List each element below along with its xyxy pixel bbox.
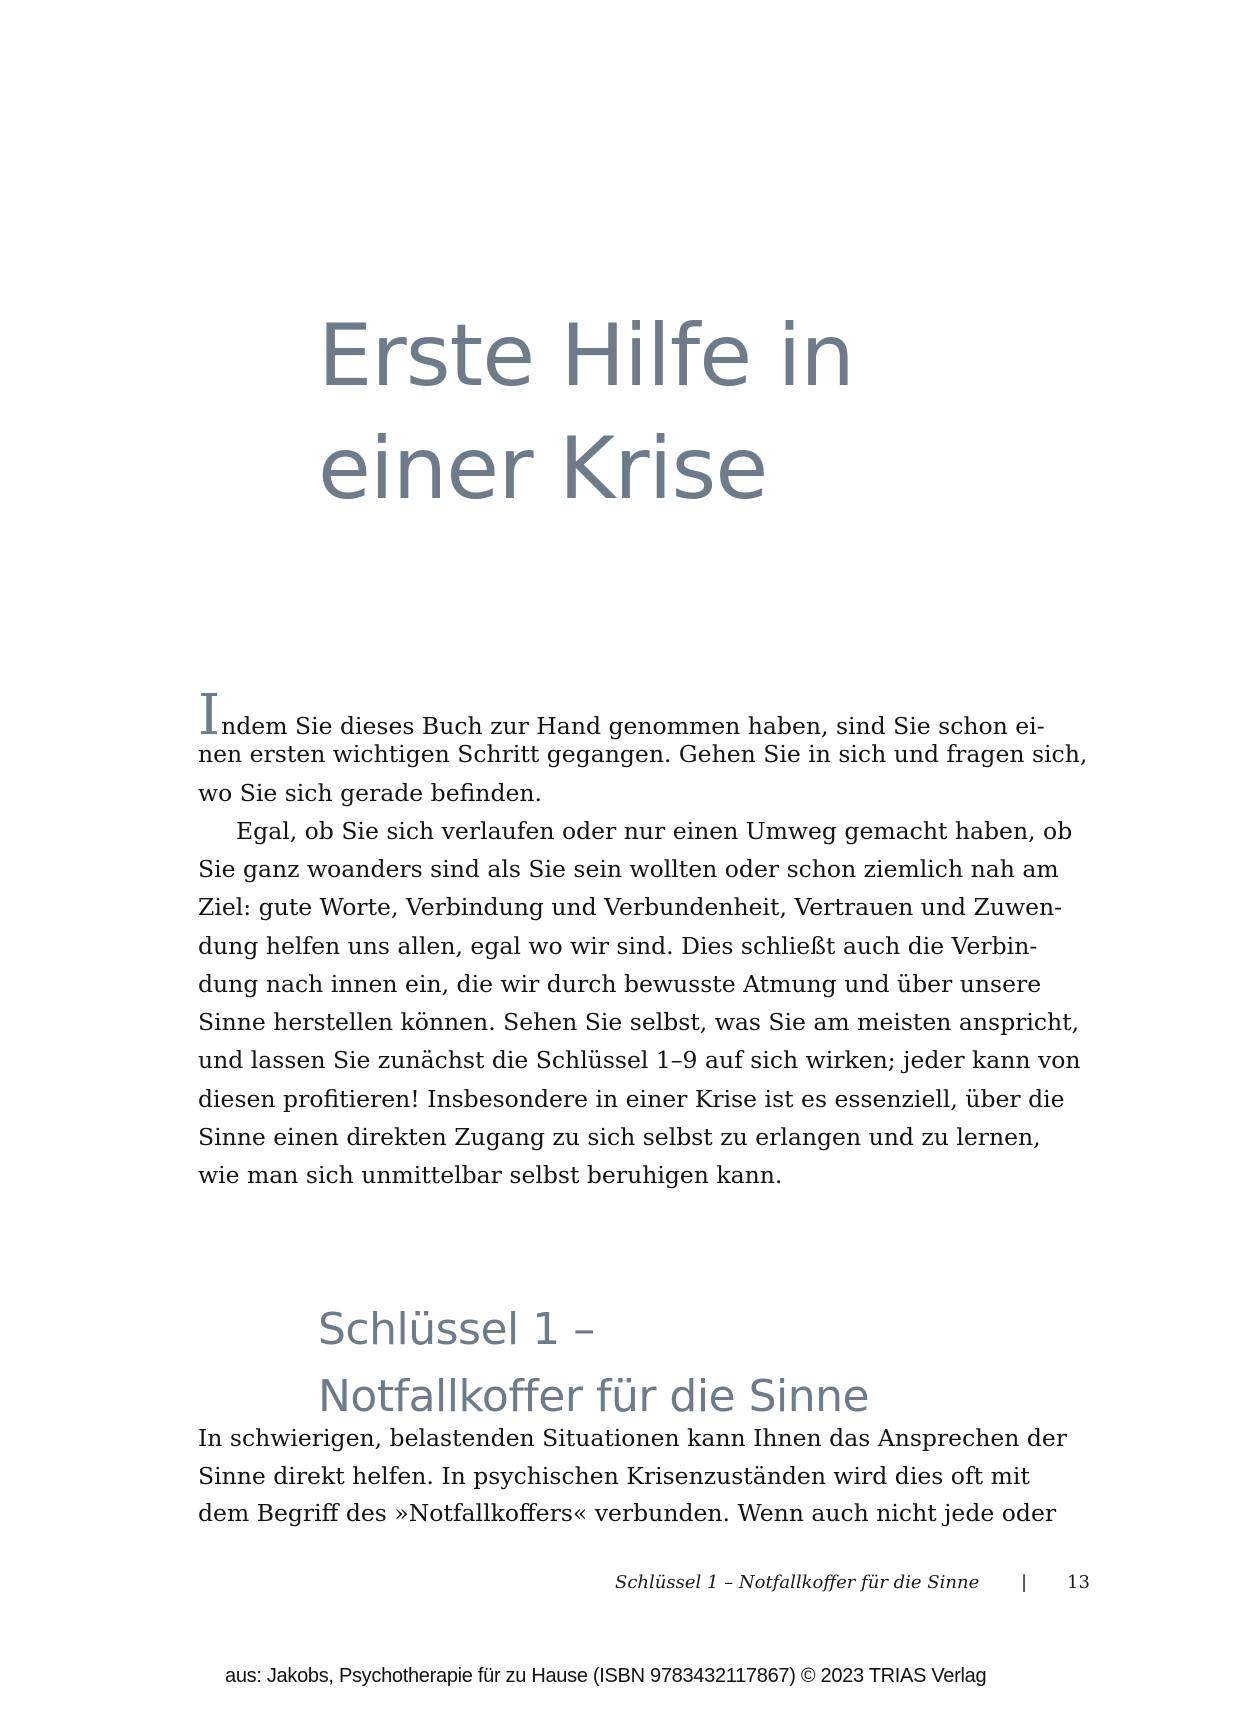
intro-line: dung helfen uns allen, egal wo wir sind. Dies schließt auch die Verbin-	[198, 931, 1038, 960]
intro-line: Sie ganz woanders sind als Sie sein wollten oder schon ziemlich nah am	[198, 855, 1059, 883]
drop-cap: I	[198, 683, 221, 748]
intro-line: und lassen Sie zunächst die Schlüssel 1–9 auf sich wirken; jeder kann von	[198, 1046, 1081, 1075]
running-header-title: Schlüssel 1 – Notfallkoffer für die Sinne	[615, 1572, 980, 1593]
chapter-title	[318, 300, 1018, 526]
page-number: 13	[1067, 1572, 1090, 1593]
running-header-separator: |	[1021, 1572, 1028, 1593]
intro-line: Indem Sie dieses Buch zur Hand genommen haben, sind Sie schon ei-	[198, 683, 1045, 748]
intro-line: wo Sie sich gerade befinden.	[198, 778, 542, 807]
section-heading-line-2: Notfallkoffer für die Sinne	[318, 1371, 870, 1422]
copyright-footer: aus: Jakobs, Psychotherapie für zu Hause (ISBN 9783432117867) © 2023 TRIAS Verlag	[225, 1665, 987, 1687]
section-heading-line-1: Schlüssel 1 –	[318, 1304, 595, 1355]
intro-line: nen ersten wichtigen Schritt gegangen. Gehen Sie in sich und fragen sich,	[198, 740, 1088, 769]
section-line: In schwierigen, belastenden Situationen kann Ihnen das Ansprechen der	[198, 1424, 1068, 1452]
chapter-title-line-2: einer Krise	[318, 419, 768, 519]
intro-line: Ziel: gute Worte, Verbindung und Verbundenheit, Vertrauen und Zuwen-	[198, 893, 1063, 922]
section-heading	[318, 1296, 1018, 1430]
intro-line: diesen profitieren! Insbesondere in einer Krise ist es essenziell, über die	[198, 1084, 1065, 1113]
running-header	[615, 1572, 1095, 1598]
section-line: dem Begriff des »Notfallkoffers« verbunden. Wenn auch nicht jede oder	[198, 1499, 1057, 1527]
intro-line: Egal, ob Sie sich verlaufen oder nur einen Umweg gemacht haben, ob	[236, 816, 1073, 845]
intro-line: dung nach innen ein, die wir durch bewusste Atmung und über unsere	[198, 969, 1042, 998]
section-line: Sinne direkt helfen. In psychischen Krisenzuständen wird dies oft mit	[198, 1461, 1030, 1490]
intro-line: Sinne herstellen können. Sehen Sie selbst, was Sie am meisten anspricht,	[198, 1008, 1080, 1036]
intro-line: Sinne einen direkten Zugang zu sich selbst zu erlangen und zu lernen,	[198, 1122, 1041, 1151]
chapter-title-line-1: Erste Hilfe in	[318, 306, 854, 406]
intro-line: wie man sich unmittelbar selbst beruhigen kann.	[198, 1161, 783, 1189]
